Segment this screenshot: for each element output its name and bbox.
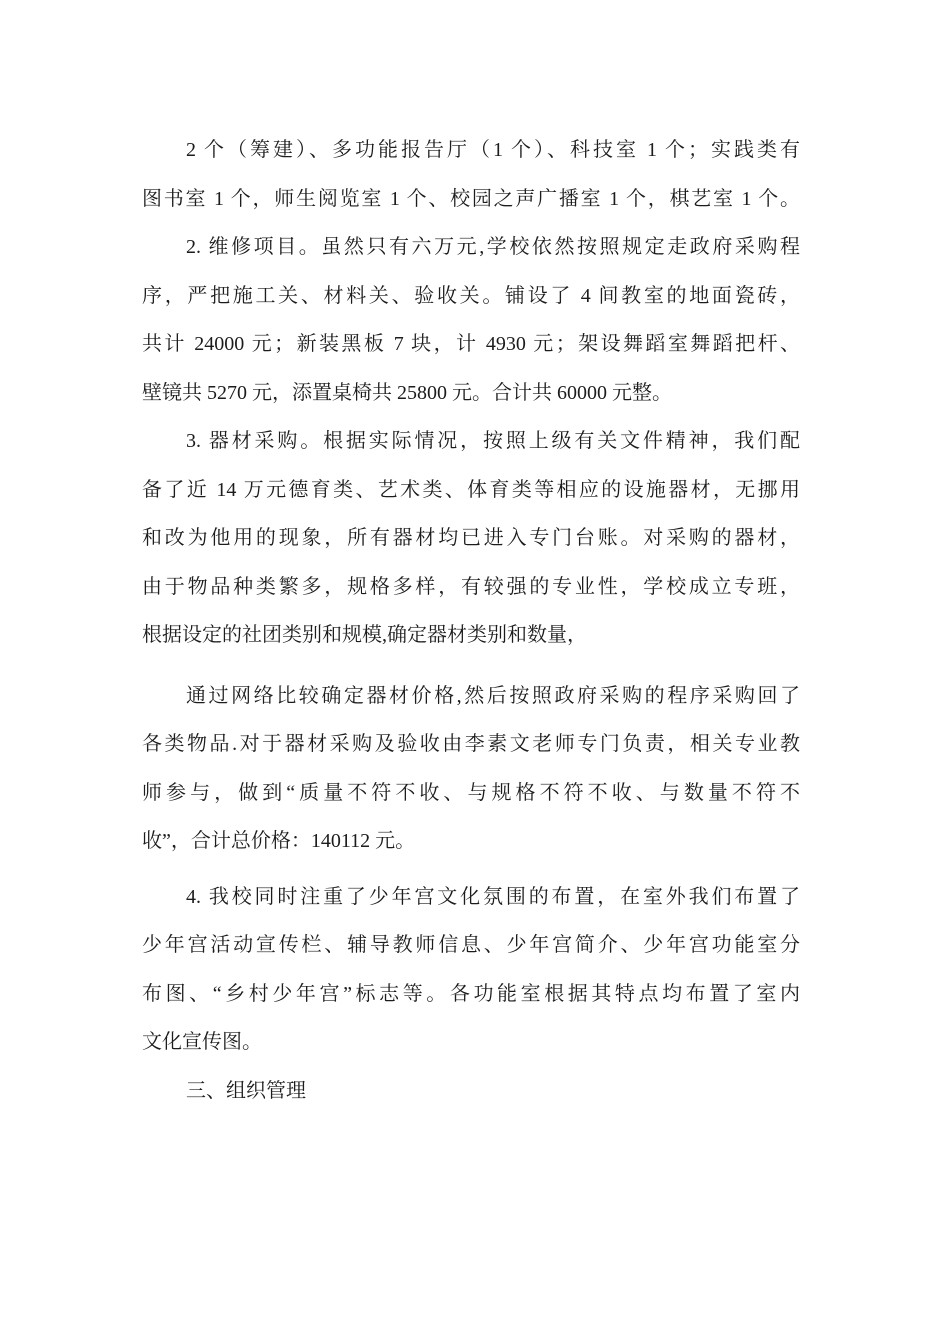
text-line: 由于物品种类繁多，规格多样，有较强的专业性，学校成立专班， [142,575,800,598]
text-line: 序，严把施工关、材料关、验收关。铺设了 4 间教室的地面瓷砖， [142,284,800,307]
paragraph-3-equipment-procurement [142,417,800,660]
text-line: 壁镜共 5270 元，添置桌椅共 25800 元。合计共 60000 元整。 [142,381,672,404]
text-line: 备了近 14 万元德育类、艺术类、体育类等相应的设施器材，无挪用 [142,478,800,501]
text-line: 各类物品.对于器材采购及验收由李素文老师专门负责，相关专业教 [142,733,800,755]
paragraph-4-culture-layout [142,873,800,1067]
text-line: 布图、“乡村少年宫”标志等。各功能室根据其特点均布置了室内 [142,982,800,1005]
text-line: 少年宫活动宣传栏、辅导教师信息、少年宫简介、少年宫功能室分 [142,934,800,956]
document-body [142,126,800,1115]
paragraph-rooms-list-continued [142,126,800,223]
text-line: 4. 我校同时注重了少年宫文化氛围的布置，在室外我们布置了 [186,885,800,908]
text-line: 师参与，做到“质量不符不收、与规格不符不收、与数量不符不 [142,781,800,804]
text-line: 3. 器材采购。根据实际情况，按照上级有关文件精神，我们配 [186,430,800,452]
text-line: 2 个（筹建）、多功能报告厅（1 个）、科技室 1 个；实践类有 [186,139,800,161]
text-line: 图书室 1 个，师生阅览室 1 个、校园之声广播室 1 个，棋艺室 1 个。 [142,187,800,210]
text-line: 根据设定的社团类别和规模,确定器材类别和数量， [142,624,587,646]
text-line: 文化宣传图。 [142,1031,262,1053]
text-line: 通过网络比较确定器材价格,然后按照政府采购的程序采购回了 [186,684,800,707]
paragraph-procurement-process [142,672,800,866]
paragraph-2-maintenance-projects [142,223,800,417]
text-line: 和改为他用的现象，所有器材均已进入专门台账。对采购的器材， [142,527,800,549]
text-line: 三、组织管理 [186,1079,306,1102]
text-line: 收”，合计总价格：140112 元。 [142,830,416,852]
heading-section-3-organization-management [142,1067,800,1116]
text-line: 共计 24000 元；新装黑板 7 块，计 4930 元；架设舞蹈室舞蹈把杆、 [142,333,800,355]
text-line: 2. 维修项目。虽然只有六万元,学校依然按照规定走政府采购程 [186,236,800,258]
